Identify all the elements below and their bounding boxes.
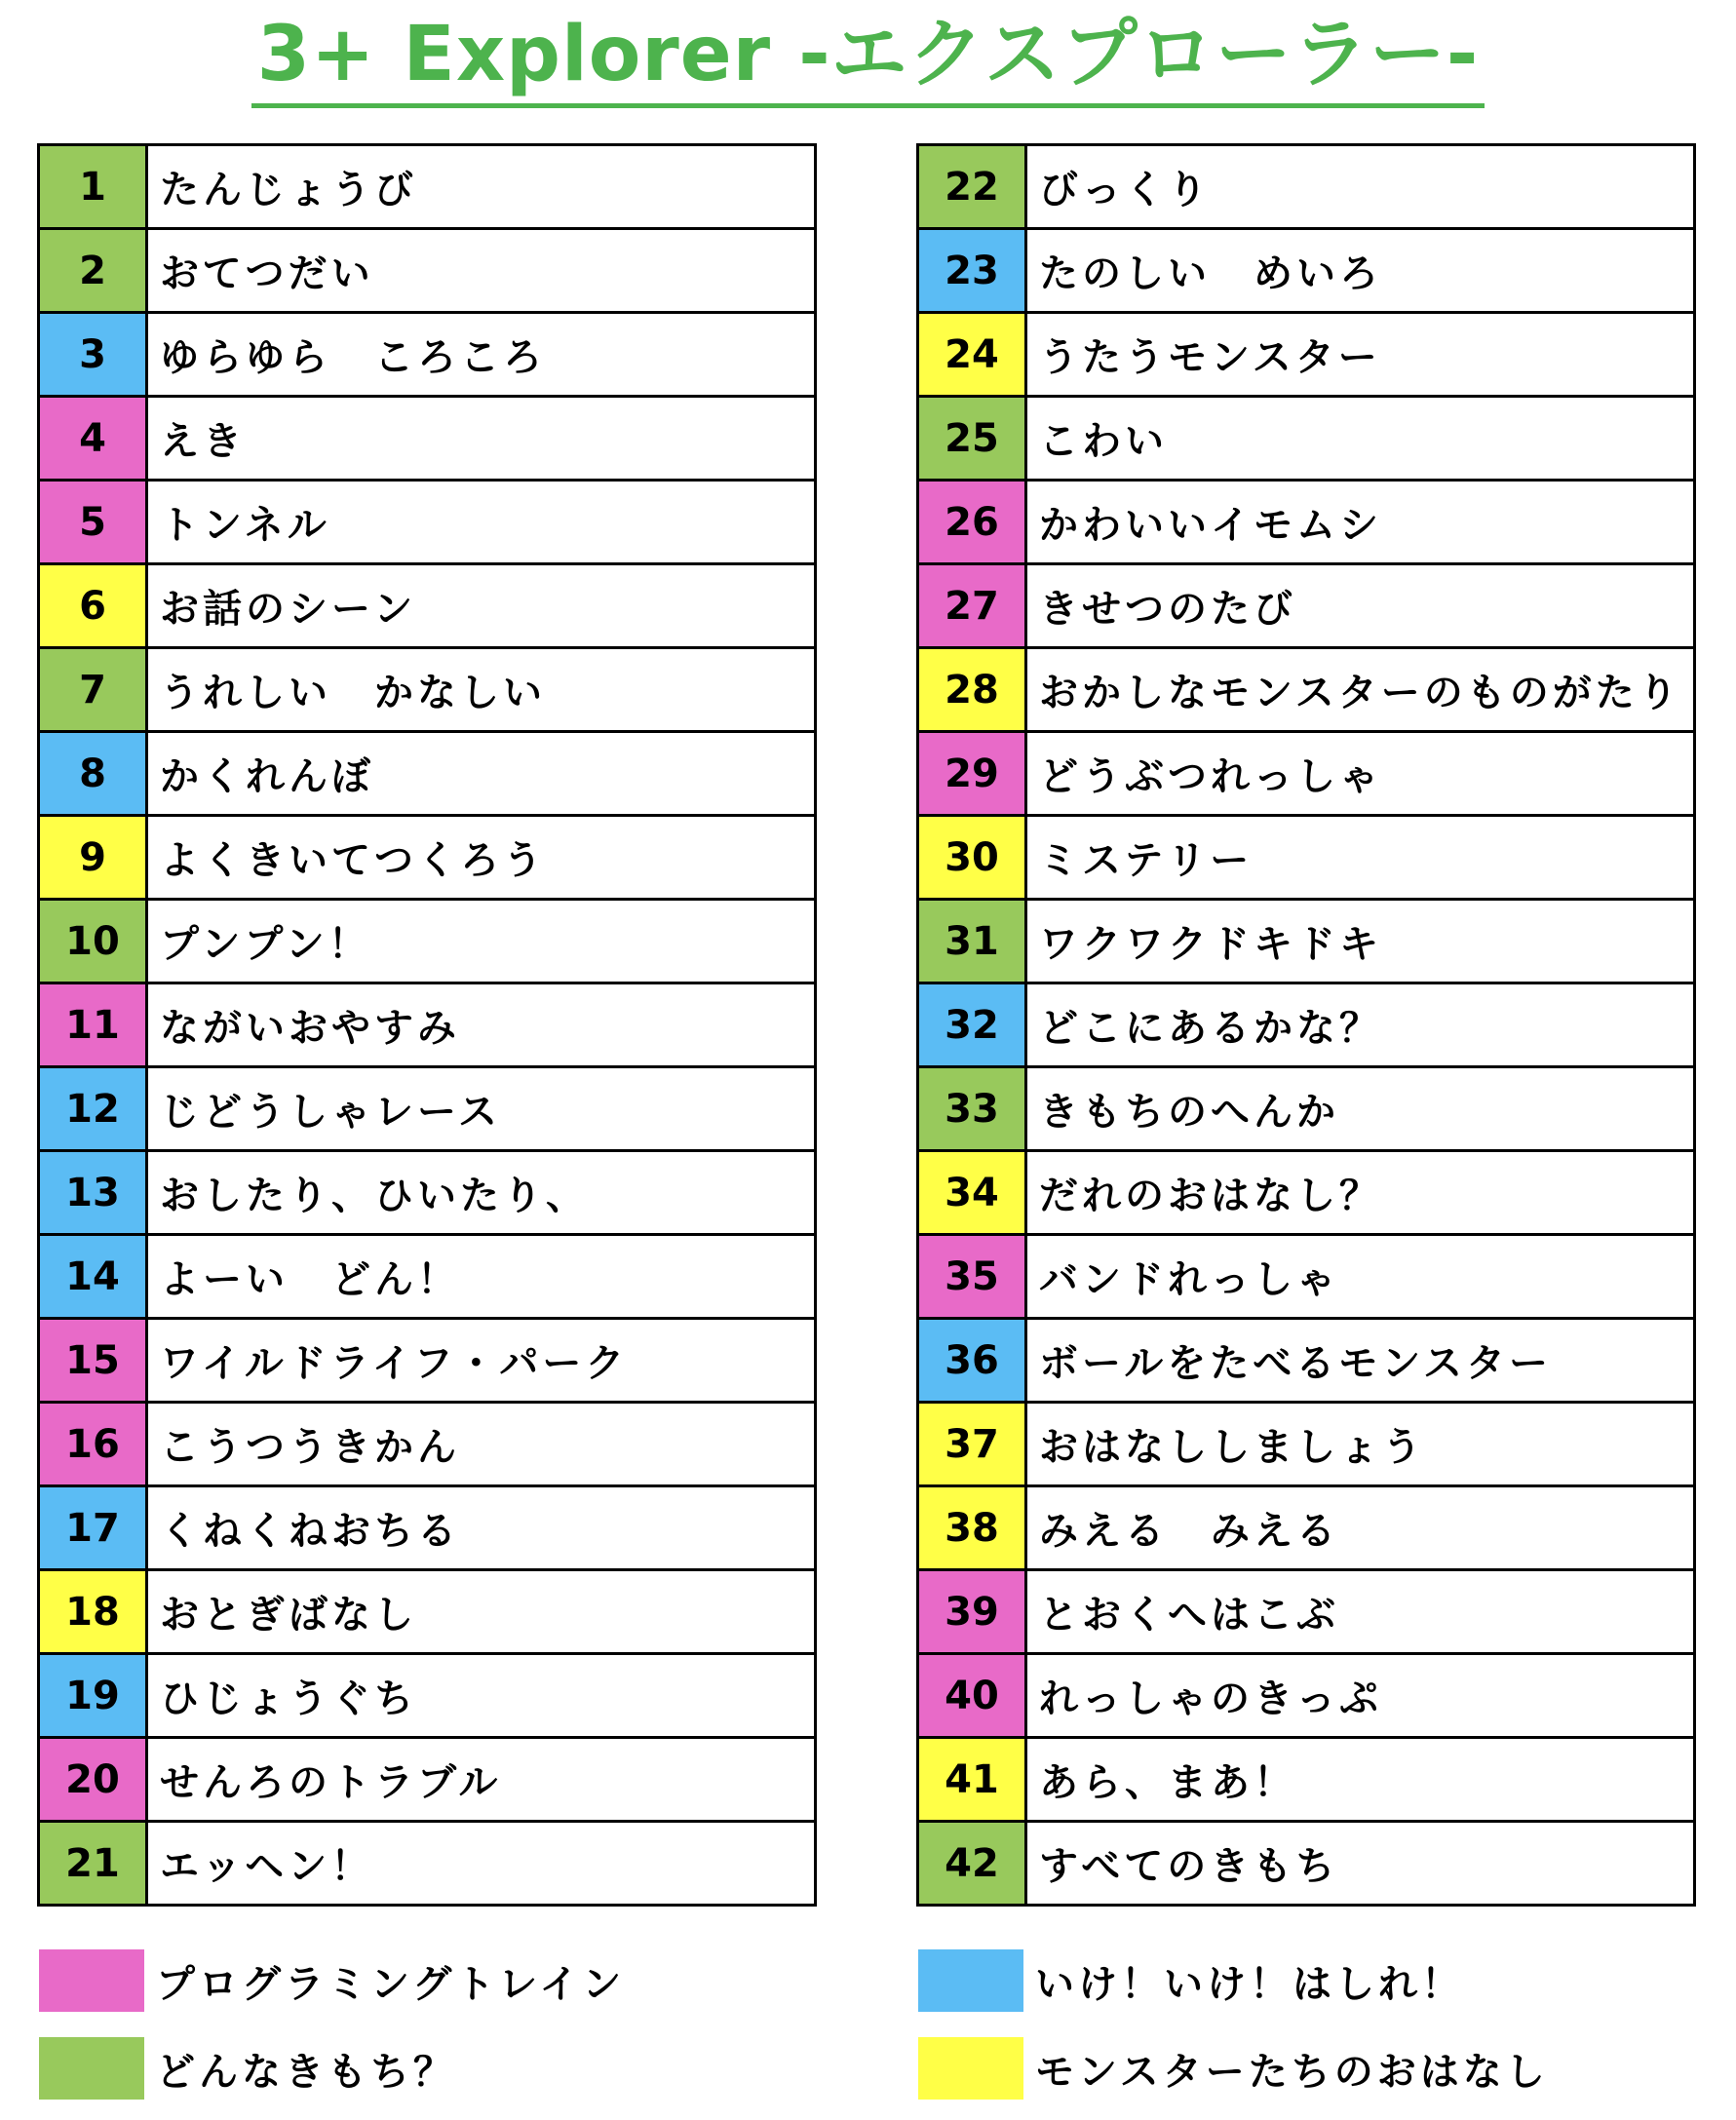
lesson-number: 14: [40, 1236, 148, 1317]
title-wrap: [0, 11, 1736, 108]
lesson-title: おしたり、ひいたり、: [160, 1174, 589, 1218]
lesson-title: おとぎばなし: [160, 1593, 417, 1638]
lesson-title: みえる みえる: [1039, 1509, 1339, 1554]
table-row: [40, 982, 814, 1065]
lesson-number: 32: [919, 984, 1027, 1065]
lesson-number: 31: [919, 901, 1027, 982]
lesson-title: ワイルドライフ・パーク: [160, 1341, 629, 1386]
table-row: [919, 1568, 1693, 1652]
lesson-title: たんじょうび: [160, 168, 417, 212]
lesson-number: 20: [40, 1739, 148, 1820]
lesson-number: 35: [919, 1236, 1027, 1317]
lesson-number: 30: [919, 817, 1027, 898]
lesson-number: 27: [919, 565, 1027, 646]
table-row: [919, 814, 1693, 898]
lesson-title: かくれんぼ: [160, 754, 374, 799]
lesson-title: こうつうきかん: [160, 1425, 460, 1470]
table-row: [40, 1317, 814, 1401]
lesson-title: よーい どん！: [160, 1257, 460, 1302]
table-row: [919, 1736, 1693, 1820]
lesson-title: ながいおやすみ: [160, 1006, 460, 1051]
lesson-title: うたうモンスター: [1039, 335, 1381, 380]
lesson-number: 23: [919, 230, 1027, 311]
table-row: [919, 395, 1693, 479]
lesson-title: きもちのへんか: [1039, 1090, 1339, 1135]
table-row: [40, 311, 814, 395]
table-row: [40, 1568, 814, 1652]
table-row: [40, 1065, 814, 1149]
lesson-title: どこにあるかな？: [1039, 1006, 1382, 1051]
table-row: [40, 646, 814, 730]
legend-swatch-green: [39, 2037, 144, 2100]
legend-label-green: どんなきもち？: [156, 2049, 456, 2095]
lesson-title: だれのおはなし？: [1039, 1174, 1382, 1218]
lesson-number: 26: [919, 482, 1027, 562]
lesson-number: 37: [919, 1404, 1027, 1484]
lesson-number: 7: [40, 649, 148, 730]
lesson-number: 11: [40, 984, 148, 1065]
table-row: [919, 730, 1693, 814]
lesson-title: エッヘン！: [160, 1844, 374, 1889]
lesson-title: くねくねおちる: [160, 1509, 460, 1554]
lesson-number: 4: [40, 398, 148, 479]
lesson-number: 9: [40, 817, 148, 898]
table-row: [40, 1820, 814, 1904]
lesson-title: あら、まあ！: [1039, 1760, 1296, 1805]
table-row: [919, 479, 1693, 562]
table-row: [919, 1065, 1693, 1149]
lesson-number: 10: [40, 901, 148, 982]
lesson-title: びっくり: [1039, 168, 1211, 212]
table-row: [40, 1484, 814, 1568]
lesson-title: プンプン！: [160, 922, 371, 967]
lesson-title: たのしい めいろ: [1039, 251, 1382, 296]
lesson-title: ミステリー: [1039, 838, 1254, 883]
table-row: [40, 1652, 814, 1736]
lesson-number: 12: [40, 1068, 148, 1149]
legend-swatch-blue: [918, 1949, 1023, 2012]
table-row: [919, 1149, 1693, 1233]
lesson-number: 25: [919, 398, 1027, 479]
lesson-title: えき: [160, 419, 246, 464]
table-row: [919, 1484, 1693, 1568]
table-row: [919, 1317, 1693, 1401]
lesson-number: 42: [919, 1823, 1027, 1904]
table-row: [40, 395, 814, 479]
table-row: [919, 982, 1693, 1065]
lesson-title: おかしなモンスターのものがたり: [1039, 671, 1681, 715]
lesson-number: 16: [40, 1404, 148, 1484]
table-row: [919, 311, 1693, 395]
lesson-title: よくきいてつくろう: [160, 838, 546, 883]
lesson-table-right: [916, 143, 1696, 1907]
table-row: [40, 730, 814, 814]
legend-label-blue: いけ！いけ！はしれ！: [1035, 1961, 1464, 2007]
lesson-number: 22: [919, 146, 1027, 227]
lesson-number: 28: [919, 649, 1027, 730]
table-row: [40, 1736, 814, 1820]
lesson-title: とおくへはこぶ: [1039, 1593, 1339, 1638]
legend-item-blue: [918, 1949, 1464, 2012]
lesson-number: 19: [40, 1655, 148, 1736]
lesson-title: ボールをたべるモンスター: [1039, 1341, 1552, 1386]
lesson-number: 40: [919, 1655, 1027, 1736]
lesson-title: きせつのたび: [1039, 587, 1296, 632]
lesson-number: 15: [40, 1320, 148, 1401]
lesson-number: 39: [919, 1571, 1027, 1652]
lesson-number: 5: [40, 482, 148, 562]
lesson-number: 29: [919, 733, 1027, 814]
lesson-number: 3: [40, 314, 148, 395]
lesson-number: 8: [40, 733, 148, 814]
table-row: [40, 1149, 814, 1233]
lesson-title: れっしゃのきっぷ: [1039, 1677, 1382, 1721]
lesson-number: 13: [40, 1152, 148, 1233]
table-row: [40, 814, 814, 898]
legend-label-pink: プログラミングトレイン: [156, 1961, 626, 2007]
lesson-table-left: [37, 143, 817, 1907]
lesson-title: うれしい かなしい: [160, 671, 546, 715]
lesson-number: 34: [919, 1152, 1027, 1233]
lesson-title: こわい: [1039, 419, 1168, 464]
legend-item-pink: [39, 1949, 625, 2012]
table-row: [919, 898, 1693, 982]
lesson-number: 41: [919, 1739, 1027, 1820]
lesson-number: 18: [40, 1571, 148, 1652]
legend-swatch-yellow: [918, 2037, 1023, 2100]
lesson-title: すべてのきもち: [1039, 1844, 1339, 1889]
lesson-title: ひじょうぐち: [160, 1677, 417, 1721]
lesson-title: せんろのトラブル: [160, 1760, 502, 1805]
lesson-number: 38: [919, 1487, 1027, 1568]
table-row: [919, 1233, 1693, 1317]
table-row: [919, 146, 1693, 227]
lesson-number: 17: [40, 1487, 148, 1568]
lesson-title: どうぶつれっしゃ: [1039, 754, 1382, 799]
table-row: [40, 1401, 814, 1484]
lesson-title: お話のシーン: [160, 587, 417, 632]
legend-swatch-pink: [39, 1949, 144, 2012]
table-row: [40, 227, 814, 311]
lesson-title: おてつだい: [160, 251, 374, 296]
lesson-title: バンドれっしゃ: [1039, 1257, 1339, 1302]
lesson-title: じどうしゃレース: [160, 1090, 501, 1135]
legend-item-green: [39, 2037, 456, 2100]
lesson-title: おはなししましょう: [1039, 1425, 1425, 1470]
page-title: 3+ Explorer -エクスプローラー-: [251, 14, 1485, 108]
legend-label-yellow: モンスターたちのおはなし: [1035, 2049, 1549, 2095]
table-row: [40, 479, 814, 562]
table-row: [919, 1652, 1693, 1736]
table-row: [40, 562, 814, 646]
lesson-number: 2: [40, 230, 148, 311]
lesson-number: 33: [919, 1068, 1027, 1149]
table-row: [40, 898, 814, 982]
legend-item-yellow: [918, 2037, 1549, 2100]
lesson-number: 21: [40, 1823, 148, 1904]
lesson-title: ゆらゆら ころころ: [160, 335, 546, 380]
lesson-title: トンネル: [160, 503, 330, 548]
table-row: [40, 146, 814, 227]
table-row: [919, 646, 1693, 730]
table-row: [919, 227, 1693, 311]
table-row: [919, 1820, 1693, 1904]
table-row: [919, 562, 1693, 646]
lesson-number: 6: [40, 565, 148, 646]
lesson-number: 1: [40, 146, 148, 227]
lesson-number: 36: [919, 1320, 1027, 1401]
table-row: [919, 1401, 1693, 1484]
lesson-number: 24: [919, 314, 1027, 395]
lesson-title: ワクワクドキドキ: [1039, 922, 1382, 967]
table-row: [40, 1233, 814, 1317]
lesson-title: かわいいイモムシ: [1039, 503, 1382, 548]
